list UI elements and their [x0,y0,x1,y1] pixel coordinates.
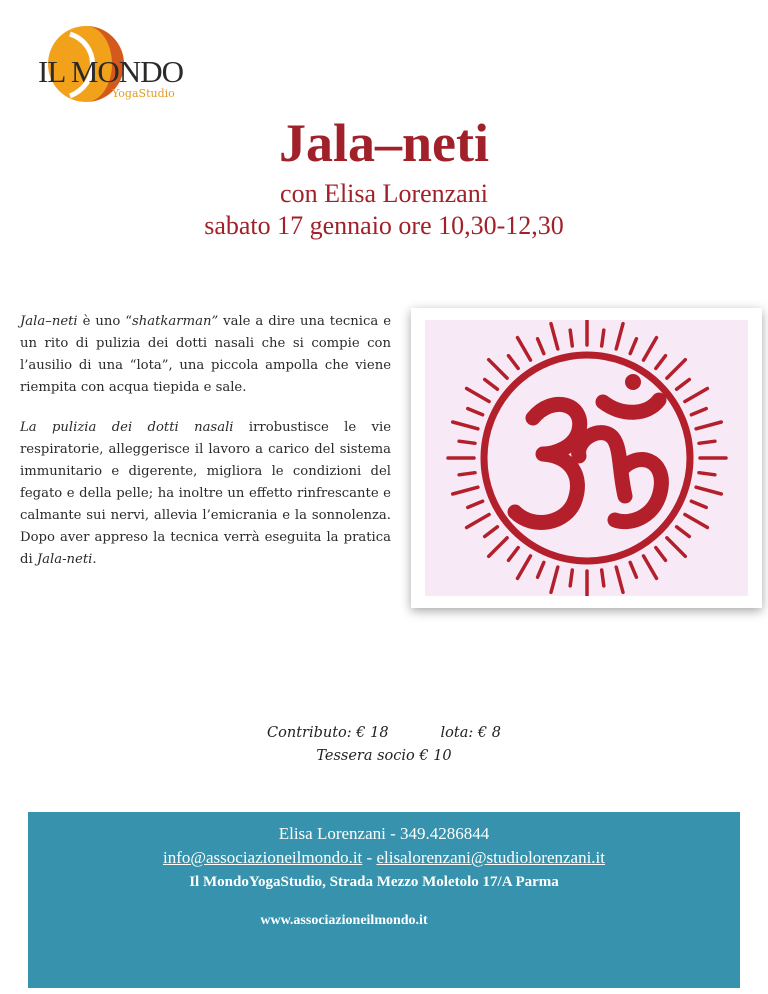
om-image-background [425,320,748,596]
p2-text-b: . [92,552,97,567]
logo-name: IL MONDO [38,54,183,89]
sun-ray [677,527,690,537]
p2-text-a: irrobustisce le vie respiratorie, alleggerisce il lavoro a carico del sistema immunitario e digerente, migliora le condizioni del fegato e della pelle; ha inoltre un effetto rinfrescante e calmante sui nervi, allevia l’emicrania e la sonnolenza. Dopo aver appreso la tecnica verrà eseguita la pratica di [20,420,392,567]
sun-ray [485,380,498,390]
website-link[interactable]: www.associazioneilmondo.it [260,913,428,928]
email-link-2[interactable]: elisalorenzani@studiolorenzani.it [376,848,606,867]
sun-ray [459,441,475,443]
event-subtitle [0,178,768,242]
term-pulizia: La pulizia dei dotti nasali [20,420,234,435]
sun-ray [467,515,490,528]
sun-ray [685,515,708,528]
sun-ray [602,330,604,346]
sun-ray [538,562,544,577]
page-title: Jala–neti [279,113,489,173]
sun-ray [538,339,544,354]
sun-ray [616,567,623,592]
sun-ray [630,339,636,354]
email-link-1[interactable]: info@associazioneilmondo.it [162,848,363,867]
sun-ray [570,330,572,346]
sun-ray [630,562,636,577]
email-line [28,848,740,868]
sun-ray [667,538,685,556]
p1-text-b: vale a dire una tecnica e un rito di pulizia dei dotti nasali che si compie con l’ausilio di una “lota”, una piccola ampolla che viene riempita con acqua tiepida e sale. [20,314,391,395]
sun-ray [691,501,706,507]
sun-ray [468,409,483,415]
sun-ray [509,356,519,369]
sun-ray [453,487,478,494]
sun-ray [467,389,490,402]
sun-ray [468,501,483,507]
address: Il MondoYogaStudio, Strada Mezzo Moletolo 17/A Parma [189,874,559,890]
sun-ray [644,556,657,579]
contributo-price: Contributo: € 18 [267,725,389,741]
term-jala-neti-2: Jala-neti [36,552,93,567]
logo-subtitle: YogaStudio [112,87,175,100]
email-separator: - [362,848,377,867]
sun-ray [453,422,478,429]
contact-phone: Elisa Lorenzani - 349.4286844 [278,824,490,843]
sun-ray [509,548,519,561]
description [20,311,391,589]
paragraph-2 [20,417,391,571]
sun-ray [644,338,657,361]
sun-ray [616,324,623,349]
sun-ray [551,567,558,592]
sun-ray [518,338,531,361]
sun-ray [518,556,531,579]
term-shatkarman: shatkarman” [132,314,219,329]
sun-ray [699,473,715,475]
sun-ray [656,356,666,369]
sun-ray [667,360,685,378]
sun-ray [459,473,475,475]
sun-ray [699,441,715,443]
sun-ray [551,324,558,349]
term-jala-neti: Jala–neti [20,314,78,329]
om-image [411,308,762,608]
sun-ray [696,487,721,494]
sun-ray [685,389,708,402]
sun-ray [656,548,666,561]
lota-price: lota: € 8 [440,725,501,741]
pricing [0,722,768,768]
sun-ray [691,409,706,415]
sun-ray [570,570,572,586]
footer-contact-box [28,812,740,988]
membership-price: Tessera socio € 10 [316,748,452,764]
sun-ray [677,380,690,390]
sun-ray [602,570,604,586]
p1-text-a: è uno “ [77,314,132,329]
pricing-line-1 [0,722,768,745]
sun-ray [485,527,498,537]
sun-ray [696,422,721,429]
date-line: sabato 17 gennaio ore 10,30-12,30 [204,211,564,240]
om-symbol-icon [425,320,748,596]
instructor-line: con Elisa Lorenzani [280,179,488,208]
sun-ray [489,538,507,556]
paragraph-1 [20,311,391,399]
logo [30,24,190,104]
sun-ray [489,360,507,378]
